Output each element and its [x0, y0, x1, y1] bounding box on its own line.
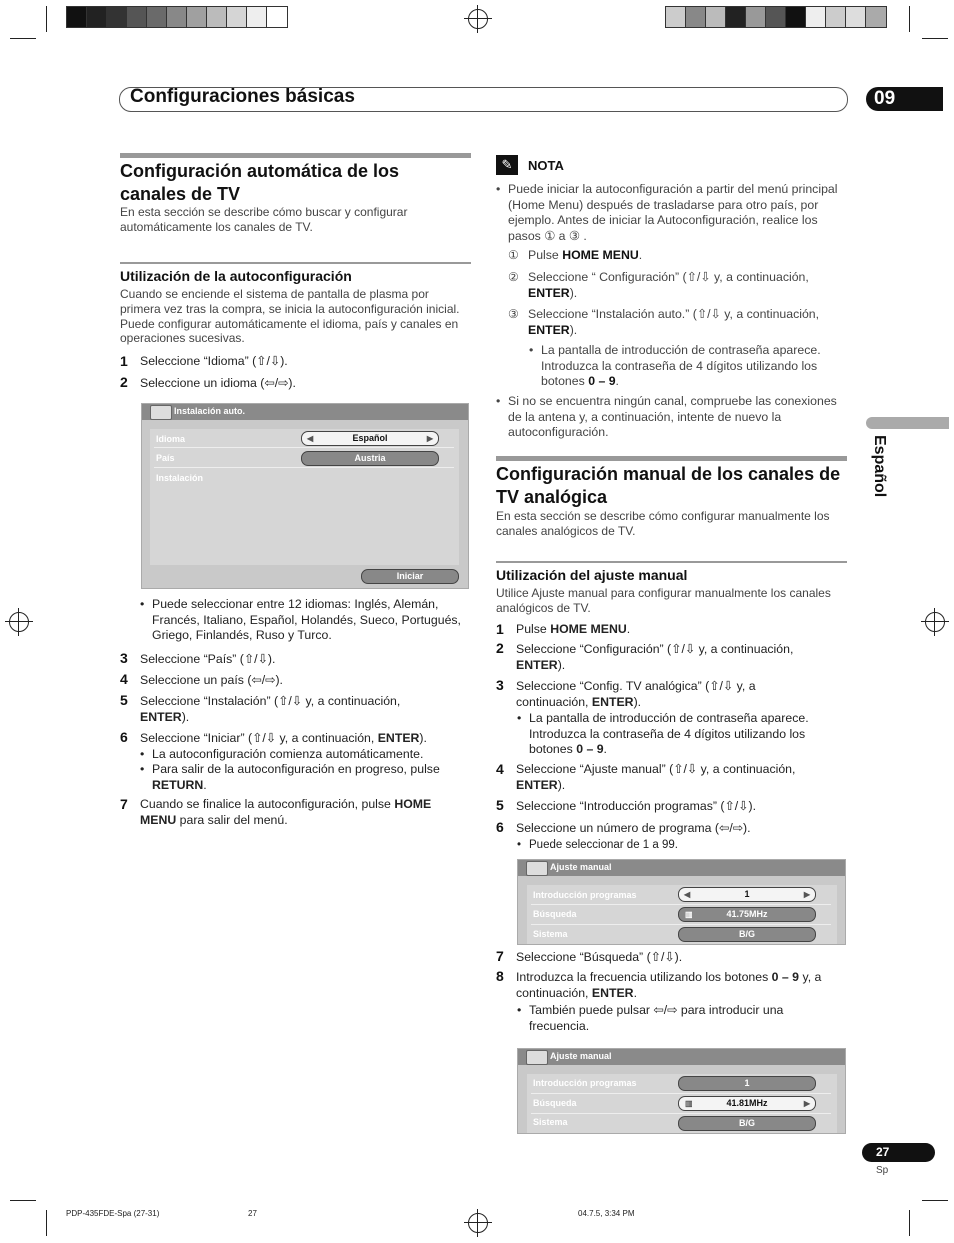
step-number: 7 [120, 796, 128, 812]
menu-icon [526, 861, 548, 876]
right-arrow-icon[interactable]: ▶ [803, 890, 810, 899]
step-number: 5 [120, 692, 128, 708]
left-arrow-icon[interactable]: ◀ [307, 434, 314, 443]
color-bar-right [665, 6, 887, 28]
osd-label: Búsqueda [533, 1098, 577, 1108]
divider [531, 1093, 831, 1094]
system-selector[interactable]: B/G [678, 1116, 816, 1131]
crop-mark [46, 1210, 47, 1236]
right-arrow-icon[interactable]: ▶ [803, 1099, 810, 1108]
bullet: • También puede pulsar ⇦/⇨ para introducir una frecuencia. [529, 1003, 829, 1034]
step-number: 4 [496, 761, 504, 777]
osd-title: Ajuste manual [550, 1051, 612, 1061]
right-arrow-icon[interactable]: ▶ [426, 434, 433, 443]
step-text: Seleccione “Ajuste manual” (⇧/⇩ y, a continuación, ENTER). [516, 762, 796, 792]
osd-panel [150, 429, 459, 565]
note-step-text: Seleccione “Instalación auto.” (⇧/⇩ y, a continuación, ENTER). [528, 307, 820, 337]
osd-label: Introducción programas [533, 1078, 637, 1088]
osd-label: Sistema [533, 929, 568, 939]
divider [531, 904, 831, 905]
osd-panel [527, 885, 837, 944]
menu-icon [150, 405, 172, 420]
divider [531, 1113, 831, 1114]
crop-mark [10, 38, 36, 39]
page-number: 27 [862, 1143, 935, 1162]
osd-value: Español [352, 433, 388, 443]
note-step-text: Seleccione “ Configuración” (⇧/⇩ y, a continuación, ENTER). [528, 270, 809, 300]
chapter-number: 09 [866, 87, 943, 111]
page-lang: Sp [876, 1165, 889, 1176]
registration-mark [9, 612, 29, 632]
osd-label: Instalación [156, 473, 204, 483]
osd-label: País [156, 453, 175, 463]
subsection-title-manual: Utilización del ajuste manual [496, 567, 688, 583]
section-intro-manual: En esta sección se describe cómo configurar manualmente los canales analógicos de TV. [496, 509, 830, 538]
step-number: 1 [496, 621, 504, 637]
subsection-intro-auto: Cuando se enciende el sistema de pantalla de plasma por primera vez tras la compra, se inicia la autoconfiguración inicial. Puede configurar automáticamente el idioma, país y canales en operaciones sucesivas. [120, 287, 460, 346]
divider [531, 924, 831, 925]
frequency-field[interactable] [678, 1096, 816, 1111]
country-selector[interactable]: Austria [301, 451, 439, 466]
program-selector[interactable]: 1 [678, 1076, 816, 1091]
crop-mark [922, 1200, 948, 1201]
step-text: Seleccione “Introducción programas” (⇧/⇩). [516, 799, 756, 813]
step-number: 3 [120, 650, 128, 666]
registration-mark [925, 612, 945, 632]
step-number: 3 [496, 677, 504, 693]
note-bullet: • Si no se encuentra ningún canal, compruebe las conexiones de la antena y, a continuación, intente de nuevo la autoconfiguración. [508, 394, 848, 441]
subsection-title-auto: Utilización de la autoconfiguración [120, 268, 352, 284]
osd-screen-manual-1 [517, 859, 846, 945]
step-text: Seleccione “Instalación” (⇧/⇩ y, a continuación, ENTER). [140, 694, 401, 724]
step-number: 2 [496, 640, 504, 656]
frequency-field[interactable] [678, 907, 816, 922]
bullet: • La autoconfiguración comienza automáticamente. [152, 747, 472, 763]
step-text: Seleccione “Config. TV analógica” (⇧/⇩ y, a continuación, ENTER). [516, 679, 756, 709]
menu-icon [526, 1050, 548, 1065]
osd-value: 41.75MHz [726, 909, 768, 919]
note-bullet: • Puede iniciar la autoconfiguración a partir del menú principal (Home Menu) después de trasladarse para otro país, por ejemplo. Antes de iniciar la Autoconfiguración, realice los pasos ① a ③ . [508, 182, 838, 244]
bullet: • Para salir de la autoconfiguración en progreso, pulse RETURN. [152, 762, 472, 793]
crop-mark [46, 6, 47, 32]
note-step-number: ① [508, 248, 519, 262]
step-text: Seleccione “Idioma” (⇧/⇩). [140, 354, 288, 368]
osd-title: Instalación auto. [174, 406, 246, 416]
note-title: NOTA [528, 158, 564, 173]
osd-screen-manual-2 [517, 1048, 846, 1134]
step-text: Seleccione “Configuración” (⇧/⇩ y, a continuación, ENTER). [516, 642, 794, 672]
footer-date: 04.7.5, 3:34 PM [578, 1209, 635, 1218]
step-text: Seleccione “Iniciar” (⇧/⇩ y, a continuación, ENTER). [140, 731, 427, 745]
osd-title-bar [518, 1049, 845, 1065]
osd-value: 1 [744, 889, 750, 899]
input-icon: ▥ [685, 1099, 693, 1108]
registration-mark [468, 1213, 488, 1233]
divider [154, 467, 454, 468]
input-icon: ▥ [685, 910, 693, 919]
osd-panel [527, 1074, 837, 1133]
subsection-rule [120, 262, 471, 264]
crop-mark [10, 1200, 36, 1201]
section-bar [496, 456, 847, 461]
note-sub-bullet: • La pantalla de introducción de contraseña aparece. Introduzca la contraseña de 4 dígitos utilizando los botones 0 – 9. [541, 343, 841, 390]
osd-label: Idioma [156, 434, 186, 444]
note-step-number: ② [508, 270, 519, 284]
note-step-number: ③ [508, 307, 519, 321]
color-bar-left [66, 6, 288, 28]
language-tab [866, 417, 949, 429]
step-text: Seleccione un idioma (⇦/⇨). [140, 376, 296, 390]
step-text: Seleccione “Búsqueda” (⇧/⇩). [516, 950, 683, 964]
section-bar [120, 153, 471, 158]
page-title: Configuraciones básicas [130, 86, 355, 107]
step-text: Seleccione “País” (⇧/⇩). [140, 652, 276, 666]
bullet-languages: • Puede seleccionar entre 12 idiomas: Inglés, Alemán, Francés, Italiano, Español, Holandés, Sueco, Portugués, Griego, Finlandés, Ruso y Turco. [152, 597, 464, 644]
program-selector[interactable] [678, 887, 816, 902]
step-number: 1 [120, 353, 128, 369]
section-intro-auto: En esta sección se describe cómo buscar y configurar automáticamente los canales de TV. [120, 205, 408, 234]
step-number: 6 [496, 819, 504, 835]
step-number: 5 [496, 797, 504, 813]
start-button[interactable]: Iniciar [361, 569, 459, 584]
left-arrow-icon[interactable]: ◀ [684, 890, 691, 899]
step-text: Introduzca la frecuencia utilizando los botones 0 – 9 y, a continuación, ENTER. [516, 970, 822, 1000]
osd-value: 41.81MHz [726, 1098, 768, 1108]
system-selector[interactable]: B/G [678, 927, 816, 942]
subsection-intro-manual: Utilice Ajuste manual para configurar manualmente los canales analógicos de TV. [496, 586, 831, 615]
osd-label: Búsqueda [533, 909, 577, 919]
osd-label: Sistema [533, 1117, 568, 1127]
language-selector[interactable] [301, 431, 439, 446]
section-title-auto: Configuración automática de los canales de TV [120, 161, 400, 204]
step-text: Seleccione un país (⇦/⇨). [140, 673, 283, 687]
section-title-manual: Configuración manual de los canales de TV analógica [496, 464, 841, 507]
bullet: • La pantalla de introducción de contraseña aparece. Introduzca la contraseña de 4 dígitos utilizando los botones 0 – 9. [529, 711, 839, 758]
osd-screen-auto-install [141, 403, 469, 589]
step-text: Cuando se finalice la autoconfiguración, pulse HOME MENU para salir del menú. [140, 797, 432, 827]
step-number: 4 [120, 671, 128, 687]
divider [154, 447, 454, 448]
step-text: Pulse HOME MENU. [516, 622, 631, 636]
crop-mark [909, 6, 910, 32]
bullet: • Puede seleccionar de 1 a 99. [529, 838, 678, 854]
pencil-icon: ✎ [496, 155, 518, 175]
language-label: Español [871, 435, 888, 498]
osd-title-bar [142, 404, 468, 420]
step-number: 8 [496, 968, 504, 984]
osd-title-bar [518, 860, 845, 876]
step-number: 2 [120, 374, 128, 390]
subsection-rule [496, 561, 847, 563]
step-text: Seleccione un número de programa (⇦/⇨). [516, 821, 751, 835]
step-number: 6 [120, 729, 128, 745]
osd-label: Introducción programas [533, 890, 637, 900]
step-number: 7 [496, 948, 504, 964]
note-step-text: Pulse HOME MENU. [528, 248, 643, 262]
registration-mark [468, 9, 488, 29]
footer-page: 27 [248, 1209, 257, 1218]
crop-mark [922, 38, 948, 39]
crop-mark [909, 1210, 910, 1236]
osd-title: Ajuste manual [550, 862, 612, 872]
footer-file: PDP-435FDE-Spa (27-31) [66, 1209, 160, 1218]
